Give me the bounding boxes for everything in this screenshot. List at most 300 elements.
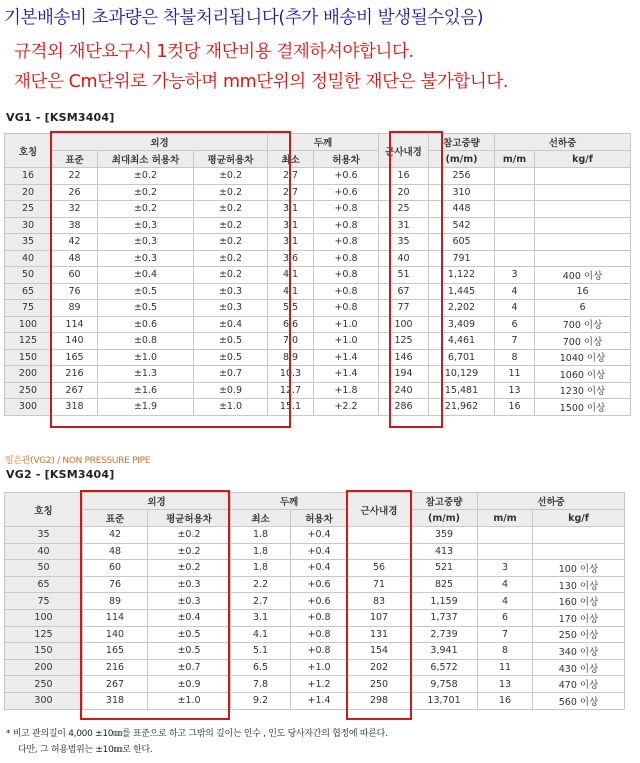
header-thickness: 두께: [231, 493, 348, 510]
table-cell: +1.0: [314, 316, 379, 333]
table-cell: 4.1: [268, 267, 314, 284]
header-outer: 외경: [83, 493, 231, 510]
table-cell: ±0.2: [98, 201, 194, 218]
table-cell: 605: [429, 234, 495, 251]
header-inner: 근사내경: [348, 493, 411, 527]
table-row: [5, 333, 631, 350]
table-cell: +1.0: [314, 333, 379, 350]
table-cell: 1,445: [429, 283, 495, 300]
table-cell: [478, 543, 533, 560]
table-cell: 35: [379, 234, 429, 251]
table-cell: 1,122: [429, 267, 495, 284]
table-cell: +0.6: [314, 184, 379, 201]
table-cell: 76: [52, 283, 98, 300]
table-cell: 3: [495, 267, 535, 284]
table-cell: 32: [52, 201, 98, 218]
table-cell: 25: [5, 201, 52, 218]
table-cell: 100: [379, 316, 429, 333]
table-cell: 100 이상: [533, 560, 625, 577]
table-cell: 107: [348, 609, 411, 626]
table-cell: ±0.2: [98, 168, 194, 185]
table-row: [5, 382, 631, 399]
table-cell: 13: [478, 676, 533, 693]
table-cell: ±1.0: [194, 399, 268, 416]
table-cell: 9.2: [231, 692, 291, 709]
table-cell: 146: [379, 349, 429, 366]
footnote-tolerance: 다만, 그 허용범위는 ±10㎜로 한다.: [18, 745, 153, 755]
table-row: [5, 201, 631, 218]
footnote-length: * 비고 관의길이 4,000 ±10㎜를 표준으로 하고 그밖의 길이는 인수 , 인도 당사자간의 협정에 따른다.: [6, 729, 388, 739]
table-cell: ±0.5: [148, 626, 231, 643]
table-cell: ±0.2: [194, 184, 268, 201]
table-cell: ±0.4: [98, 267, 194, 284]
table-cell: [495, 234, 535, 251]
table-cell: 2,739: [411, 626, 478, 643]
header-load: 선하중: [478, 493, 625, 510]
table-cell: [535, 168, 631, 185]
table-cell: ±0.9: [148, 676, 231, 693]
table-cell: 1500 이상: [535, 399, 631, 416]
table-cell: 35: [5, 234, 52, 251]
table-cell: 31: [379, 217, 429, 234]
table-row: [5, 217, 631, 234]
table-row: [5, 527, 625, 544]
table-cell: 13: [495, 382, 535, 399]
table-cell: +1.4: [314, 349, 379, 366]
table-cell: 1.8: [231, 543, 291, 560]
table-cell: 6.5: [231, 659, 291, 676]
table-cell: 25: [379, 201, 429, 218]
table-cell: +2.2: [314, 399, 379, 416]
vg2-spec-table: [4, 492, 625, 710]
table-cell: 6: [535, 300, 631, 317]
header-size: 호칭: [5, 493, 83, 527]
table-cell: 300: [5, 692, 83, 709]
table-row: [5, 366, 631, 383]
table-cell: 791: [429, 250, 495, 267]
table-cell: 448: [429, 201, 495, 218]
table-cell: 700 이상: [535, 316, 631, 333]
table-cell: 89: [83, 593, 148, 610]
table-row: [5, 593, 625, 610]
table-cell: 9,758: [411, 676, 478, 693]
table-cell: 40: [5, 250, 52, 267]
table-cell: 12.7: [268, 382, 314, 399]
table-cell: [535, 184, 631, 201]
table-cell: ±0.2: [148, 527, 231, 544]
table-cell: ±0.4: [194, 316, 268, 333]
table-cell: +0.6: [291, 576, 348, 593]
table-cell: 89: [52, 300, 98, 317]
notice-shipping: 기본배송비 초과량은 착불처리됩니다(추가 배송비 발생될수있음): [4, 8, 484, 28]
table-cell: +0.8: [314, 250, 379, 267]
table-cell: 1,737: [411, 609, 478, 626]
table-cell: 6,572: [411, 659, 478, 676]
table-cell: +1.2: [291, 676, 348, 693]
table-cell: ±0.4: [148, 609, 231, 626]
table-cell: ±0.5: [194, 349, 268, 366]
table-cell: 250: [5, 676, 83, 693]
table-cell: 48: [83, 543, 148, 560]
table-cell: 42: [83, 527, 148, 544]
table-row: [5, 659, 625, 676]
table-cell: ±1.0: [98, 349, 194, 366]
table-cell: 400 이상: [535, 267, 631, 284]
table-cell: [535, 201, 631, 218]
table-cell: 318: [83, 692, 148, 709]
table-cell: [348, 543, 411, 560]
table-cell: 38: [52, 217, 98, 234]
table1-title: VG1 - [KSM3404]: [6, 111, 115, 124]
table-row: [5, 643, 625, 660]
table-cell: [535, 250, 631, 267]
table-cell: +0.8: [314, 217, 379, 234]
table-cell: 7.8: [231, 676, 291, 693]
table-cell: 40: [5, 543, 83, 560]
table-cell: 170 이상: [533, 609, 625, 626]
table-cell: ±0.5: [98, 283, 194, 300]
table2-subtitle: 일은관(VG2) / NON PRESSURE PIPE: [5, 456, 151, 466]
table-cell: 267: [83, 676, 148, 693]
table-cell: 48: [52, 250, 98, 267]
table-cell: 1.8: [231, 560, 291, 577]
table-cell: 56: [348, 560, 411, 577]
table-row: [5, 283, 631, 300]
table-cell: ±0.2: [194, 267, 268, 284]
table-cell: 15.1: [268, 399, 314, 416]
table-cell: ±1.3: [98, 366, 194, 383]
table-cell: 3.6: [268, 250, 314, 267]
table-cell: 2.7: [231, 593, 291, 610]
header-load-kgf: kg/f: [535, 151, 631, 168]
table-cell: ±0.5: [194, 333, 268, 350]
table-cell: 7: [495, 333, 535, 350]
table-cell: ±0.7: [148, 659, 231, 676]
table-cell: 75: [5, 300, 52, 317]
table-cell: 114: [83, 609, 148, 626]
table-cell: 4: [495, 283, 535, 300]
table-cell: +0.8: [314, 283, 379, 300]
table-cell: [495, 184, 535, 201]
table-cell: 1,159: [411, 593, 478, 610]
table-cell: 131: [348, 626, 411, 643]
table-cell: 700 이상: [535, 333, 631, 350]
header-outer-std: 표준: [83, 510, 148, 527]
table-row: [5, 399, 631, 416]
table-cell: +0.8: [314, 201, 379, 218]
table-cell: 6,701: [429, 349, 495, 366]
header-size: 호칭: [5, 134, 52, 168]
table-cell: 2.7: [268, 168, 314, 185]
table-cell: 160 이상: [533, 593, 625, 610]
table-cell: 286: [379, 399, 429, 416]
header-thick-min: 최소: [231, 510, 291, 527]
table-cell: 20: [379, 184, 429, 201]
table-cell: 35: [5, 527, 83, 544]
table-cell: ±0.2: [194, 234, 268, 251]
table-cell: 60: [83, 560, 148, 577]
table-cell: 16: [535, 283, 631, 300]
table-cell: +0.8: [314, 234, 379, 251]
table-cell: 100: [5, 609, 83, 626]
table-cell: 413: [411, 543, 478, 560]
table-cell: 4: [478, 593, 533, 610]
table-cell: 250: [5, 382, 52, 399]
table-cell: 71: [348, 576, 411, 593]
table-cell: 26: [52, 184, 98, 201]
table-cell: 300: [5, 399, 52, 416]
table-cell: 100: [5, 316, 52, 333]
table-cell: +0.8: [314, 300, 379, 317]
header-outer-std: 표준: [52, 151, 98, 168]
table-cell: 6: [478, 609, 533, 626]
table-cell: 5.5: [268, 300, 314, 317]
table-cell: +1.8: [314, 382, 379, 399]
table-cell: [495, 201, 535, 218]
table-cell: 4: [495, 300, 535, 317]
table-cell: ±0.9: [194, 382, 268, 399]
table-cell: 65: [5, 283, 52, 300]
table-cell: 1060 이상: [535, 366, 631, 383]
table-cell: 165: [83, 643, 148, 660]
header-inner: 근사내경: [379, 134, 429, 168]
table-row: [5, 250, 631, 267]
table-cell: ±0.3: [194, 283, 268, 300]
table-cell: ±0.6: [98, 316, 194, 333]
table-cell: ±1.6: [98, 382, 194, 399]
table-cell: ±0.5: [98, 300, 194, 317]
table-cell: 30: [5, 217, 52, 234]
table-cell: 2,202: [429, 300, 495, 317]
header-load-mm: m/m: [478, 510, 533, 527]
table-cell: 3,409: [429, 316, 495, 333]
table-cell: 560 이상: [533, 692, 625, 709]
table-cell: 4.1: [231, 626, 291, 643]
table-row: [5, 576, 625, 593]
table-cell: 200: [5, 366, 52, 383]
table-cell: +1.0: [291, 659, 348, 676]
table-row: [5, 184, 631, 201]
table-cell: 50: [5, 560, 83, 577]
table-cell: 3,941: [411, 643, 478, 660]
table-cell: 216: [52, 366, 98, 383]
header-outer-avg: 평균허용차: [148, 510, 231, 527]
table-cell: 3.1: [268, 217, 314, 234]
table-cell: [495, 217, 535, 234]
table-cell: ±0.2: [148, 560, 231, 577]
table-cell: ±0.3: [148, 576, 231, 593]
table-row: [5, 609, 625, 626]
table-cell: 267: [52, 382, 98, 399]
header-weight: 참고중량: [411, 493, 478, 510]
table-cell: 7: [478, 626, 533, 643]
table-cell: 430 이상: [533, 659, 625, 676]
table-row: [5, 560, 625, 577]
table-cell: 256: [429, 168, 495, 185]
table-cell: 250: [348, 676, 411, 693]
notice-cutting-unit: 재단은 Cm단위로 가능하며 mm단위의 정밀한 재단은 불가합니다.: [14, 72, 509, 92]
table-cell: +0.8: [291, 643, 348, 660]
header-thick-min: 최소: [268, 151, 314, 168]
table-cell: 250 이상: [533, 626, 625, 643]
table-cell: 11: [478, 659, 533, 676]
table-row: [5, 349, 631, 366]
table-row: [5, 300, 631, 317]
header-weight-unit: (m/m): [411, 510, 478, 527]
table-row: [5, 316, 631, 333]
table-cell: 165: [52, 349, 98, 366]
table-cell: 77: [379, 300, 429, 317]
table-cell: 6.6: [268, 316, 314, 333]
table-cell: 825: [411, 576, 478, 593]
table-cell: [535, 234, 631, 251]
table-cell: 140: [52, 333, 98, 350]
table-cell: 21,962: [429, 399, 495, 416]
table-cell: 194: [379, 366, 429, 383]
table-cell: ±0.3: [148, 593, 231, 610]
table-cell: ±0.2: [194, 217, 268, 234]
table-cell: +1.4: [314, 366, 379, 383]
table-cell: +0.6: [314, 168, 379, 185]
table-cell: 318: [52, 399, 98, 416]
header-load-kgf: kg/f: [533, 510, 625, 527]
table-cell: 40: [379, 250, 429, 267]
table-cell: [478, 527, 533, 544]
table-cell: ±0.7: [194, 366, 268, 383]
table-cell: 298: [348, 692, 411, 709]
table-cell: 1040 이상: [535, 349, 631, 366]
table-cell: ±0.8: [98, 333, 194, 350]
table-cell: 75: [5, 593, 83, 610]
table-cell: 4.1: [268, 283, 314, 300]
table-row: [5, 267, 631, 284]
table-cell: 125: [379, 333, 429, 350]
table-cell: 8.9: [268, 349, 314, 366]
table-cell: 114: [52, 316, 98, 333]
table-cell: 202: [348, 659, 411, 676]
header-outer-avg: 평균허용차: [194, 151, 268, 168]
table-cell: 154: [348, 643, 411, 660]
table-cell: 16: [495, 399, 535, 416]
table-row: [5, 626, 625, 643]
header-thickness: 두께: [268, 134, 379, 151]
table2-title: VG2 - [KSM3404]: [6, 468, 115, 481]
table-cell: +0.6: [291, 593, 348, 610]
table-cell: 8: [478, 643, 533, 660]
table-cell: 20: [5, 184, 52, 201]
table-cell: ±0.3: [98, 217, 194, 234]
header-outer: 외경: [52, 134, 268, 151]
table-cell: 150: [5, 643, 83, 660]
table-cell: 125: [5, 626, 83, 643]
table-row: [5, 676, 625, 693]
header-thick-tol: 허용차: [314, 151, 379, 168]
table-cell: 240: [379, 382, 429, 399]
table-cell: 125: [5, 333, 52, 350]
table-cell: 4,461: [429, 333, 495, 350]
table-cell: 340 이상: [533, 643, 625, 660]
table-cell: +0.4: [291, 543, 348, 560]
header-load: 선하중: [495, 134, 631, 151]
header-thick-tol: 허용차: [291, 510, 348, 527]
table-cell: 51: [379, 267, 429, 284]
table-cell: ±1.9: [98, 399, 194, 416]
table-cell: 1.8: [231, 527, 291, 544]
table-cell: 216: [83, 659, 148, 676]
table-cell: [533, 543, 625, 560]
table-cell: +1.4: [291, 692, 348, 709]
table-cell: 8: [495, 349, 535, 366]
table-cell: 2.2: [231, 576, 291, 593]
table-cell: 22: [52, 168, 98, 185]
table-cell: 3: [478, 560, 533, 577]
header-weight-unit: (m/m): [429, 151, 495, 168]
vg1-spec-table: [4, 133, 631, 416]
table-cell: 42: [52, 234, 98, 251]
table-cell: ±1.0: [148, 692, 231, 709]
table-cell: +0.8: [291, 609, 348, 626]
table-cell: 13,701: [411, 692, 478, 709]
header-outer-minmax: 최대최소 허용차: [98, 151, 194, 168]
table-cell: 76: [83, 576, 148, 593]
table-cell: +0.4: [291, 527, 348, 544]
table-cell: 3.1: [268, 201, 314, 218]
table-cell: 16: [379, 168, 429, 185]
table-cell: 1230 이상: [535, 382, 631, 399]
table-cell: 310: [429, 184, 495, 201]
table-cell: ±0.3: [98, 234, 194, 251]
table-cell: 200: [5, 659, 83, 676]
table-cell: ±0.2: [194, 168, 268, 185]
table-cell: [495, 250, 535, 267]
table-cell: 7.0: [268, 333, 314, 350]
table-cell: [495, 168, 535, 185]
table-cell: 542: [429, 217, 495, 234]
table-cell: 2.7: [268, 184, 314, 201]
table-cell: 3.1: [268, 234, 314, 251]
table-cell: 470 이상: [533, 676, 625, 693]
table-cell: ±0.2: [98, 184, 194, 201]
table-cell: 16: [478, 692, 533, 709]
table-cell: [348, 527, 411, 544]
table-cell: 150: [5, 349, 52, 366]
table-cell: 5.1: [231, 643, 291, 660]
header-weight: 참고중량: [429, 134, 495, 151]
table-cell: 60: [52, 267, 98, 284]
table-cell: 4: [478, 576, 533, 593]
table-cell: ±0.5: [148, 643, 231, 660]
table-cell: 521: [411, 560, 478, 577]
table-row: [5, 168, 631, 185]
notice-cutting-fee: 규격외 재단요구시 1컷당 재단비용 결제하셔야합니다.: [14, 42, 414, 62]
table-cell: 359: [411, 527, 478, 544]
table-cell: 130 이상: [533, 576, 625, 593]
table-cell: 16: [5, 168, 52, 185]
table-cell: ±0.3: [194, 300, 268, 317]
table-cell: ±0.2: [194, 250, 268, 267]
table-row: [5, 692, 625, 709]
table-cell: +0.8: [291, 626, 348, 643]
table-cell: 140: [83, 626, 148, 643]
table-cell: ±0.3: [98, 250, 194, 267]
table-cell: 50: [5, 267, 52, 284]
table-cell: +0.8: [314, 267, 379, 284]
table-cell: 3.1: [231, 609, 291, 626]
table-cell: 11: [495, 366, 535, 383]
table-row: [5, 234, 631, 251]
table-cell: 10,129: [429, 366, 495, 383]
table-cell: ±0.2: [194, 201, 268, 218]
